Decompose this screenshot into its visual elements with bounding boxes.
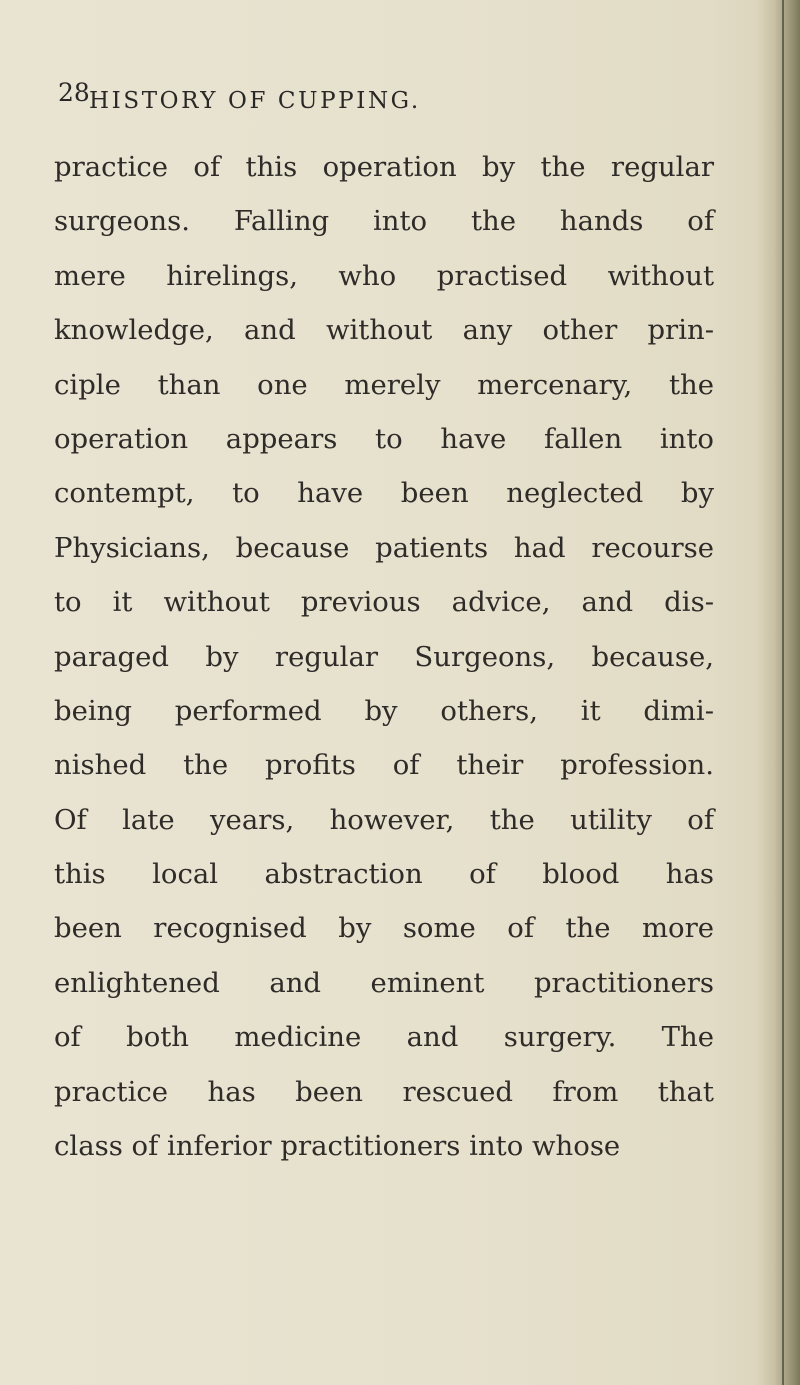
- text-line: knowledge, and without any other prin-: [54, 314, 714, 347]
- text-line: being performed by others, it dimi-: [54, 694, 714, 727]
- text-line: class of inferior practitioners into whose: [54, 1130, 621, 1163]
- text-line: practice has been rescued from that: [54, 1075, 714, 1108]
- text-line: of both medicine and surgery. The: [54, 1021, 714, 1054]
- page-gutter-shadow: [756, 0, 800, 1385]
- text-line: surgeons. Falling into the hands of: [54, 205, 714, 238]
- page-number: 28: [58, 78, 90, 107]
- text-line: enlightened and eminent practitioners: [54, 966, 714, 999]
- text-line: this local abstraction of blood has: [54, 858, 714, 891]
- text-line: contempt, to have been neglected by: [54, 477, 714, 510]
- text-line: Of late years, however, the utility of: [54, 803, 714, 836]
- body-text: [54, 140, 714, 1173]
- text-line: to it without previous advice, and dis-: [54, 586, 714, 619]
- text-line: been recognised by some of the more: [54, 912, 714, 945]
- text-line: operation appears to have fallen into: [54, 422, 714, 455]
- text-line: ciple than one merely mercenary, the: [54, 368, 714, 401]
- page-header: [58, 78, 738, 118]
- text-line: Physicians, because patients had recourse: [54, 531, 714, 564]
- text-line: paraged by regular Surgeons, because,: [54, 640, 714, 673]
- running-head: HISTORY OF CUPPING.: [89, 88, 421, 114]
- text-line: practice of this operation by the regular: [54, 151, 714, 183]
- text-line: mere hirelings, who practised without: [54, 259, 714, 292]
- text-line: nished the profits of their profession.: [54, 749, 714, 782]
- binding-edge: [782, 0, 784, 1385]
